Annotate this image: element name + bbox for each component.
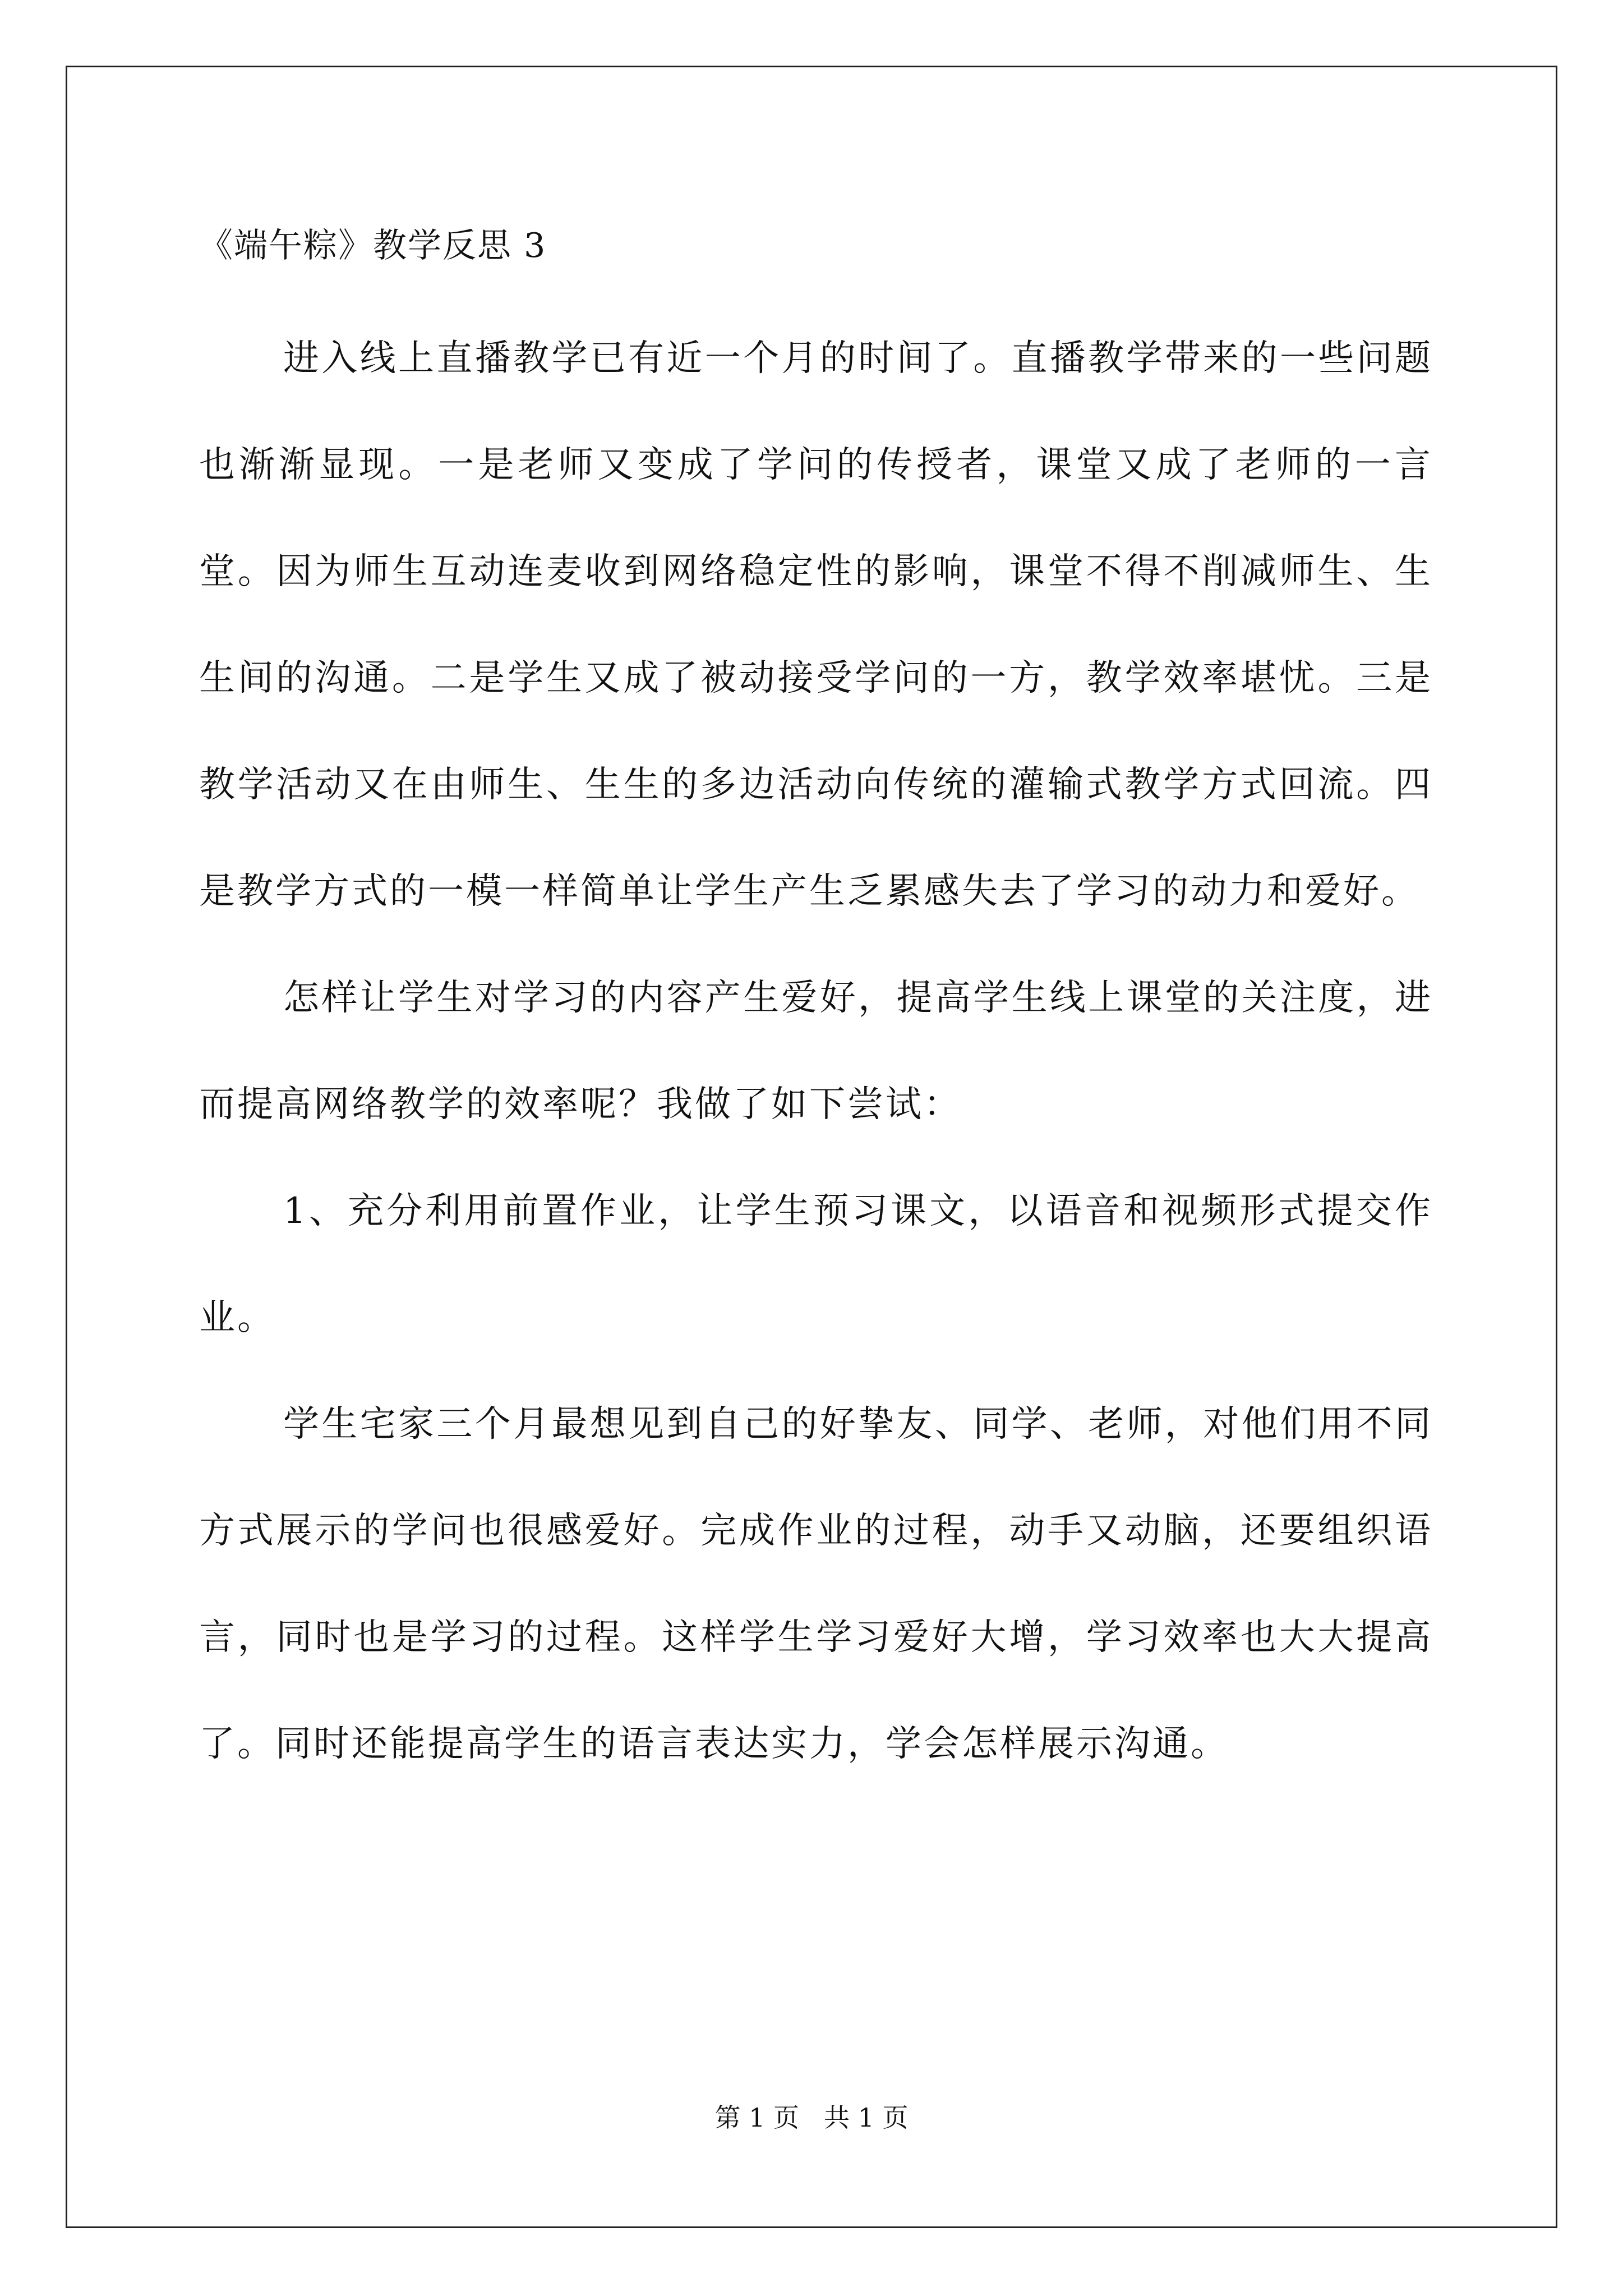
paragraph-3: 1、充分利用前置作业，让学生预习课文，以语音和视频形式提交作业。 [199, 1190, 1433, 1338]
document-body [199, 219, 1433, 1797]
document-title: 《端午粽》教学反思 3 [199, 226, 547, 265]
paragraph-2: 怎样让学生对学习的内容产生爱好，提高学生线上课堂的关注度，进而提高网络教学的效率呢？我做了如下尝试： [199, 977, 1433, 1125]
paragraph-1: 进入线上直播教学已有近一个月的时间了。直播教学带来的一些问题也渐渐显现。一是老师又变成了学问的传授者，课堂又成了老师的一言堂。因为师生互动连麦收到网络稳定性的影响，课堂不得不削减师生、生生间的沟通。二是学生又成了被动接受学问的一方，教学效率堪忧。三是教学活动又在由师生、生生的多边活动向传统的灌输式教学方式回流。四是教学方式的一模一样简单让学生产生乏累感失去了学习的动力和爱好。 [199, 338, 1433, 912]
page-total: 共 1 页 [824, 2102, 909, 2133]
page-footer [0, 2101, 1623, 2134]
paragraph-list [199, 305, 1433, 1797]
page-number: 第 1 页 [714, 2102, 799, 2133]
paragraph-4: 学生宅家三个月最想见到自己的好挚友、同学、老师，对他们用不同方式展示的学问也很感爱好。完成作业的过程，动手又动脑，还要组织语言，同时也是学习的过程。这样学生学习爱好大增，学习效率也大大提高了。同时还能提高学生的语言表达实力，学会怎样展示沟通。 [199, 1404, 1433, 1765]
